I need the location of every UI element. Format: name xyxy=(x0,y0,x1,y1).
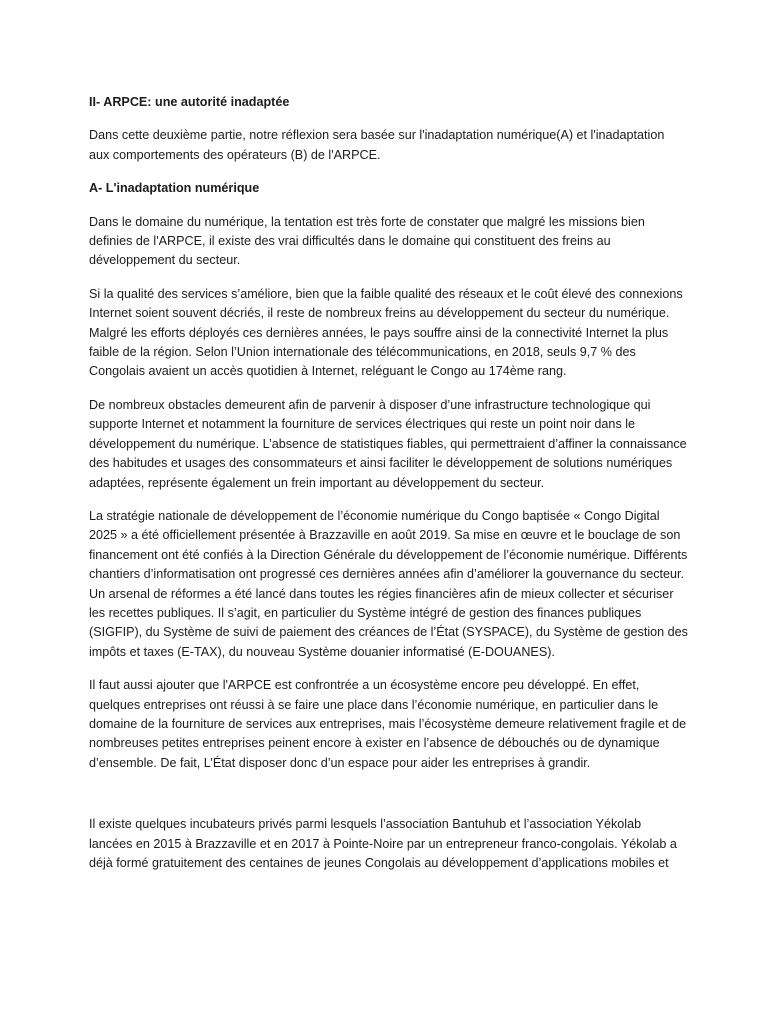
subsection-title: A- L'inadaptation numérique xyxy=(89,181,260,196)
intro-paragraph: Dans cette deuxième partie, notre réflexion sera basée sur l'inadaptation numérique(A) et l'inadaptation aux comportements des opérateurs (B) de l'ARPCE. xyxy=(89,128,665,162)
body-paragraph-4: La stratégie nationale de développement de l’économie numérique du Congo baptisée « Congo Digital 2025 » a été officiellement présentée à Brazzaville en août 2019. Sa mise en œuvre et le bouclage de son financement ont été confiés à la Direction Générale du développement de l’économie numérique. Différents chantiers d’informatisation ont progressé ces dernières années afin d’améliorer la gouvernance du secteur. Un arsenal de réformes a été lancé dans toutes les régies financières afin de mieux collecter et sécuriser les recettes publiques. Il s’agit, en particulier du Système intégré de gestion des finances publiques (SIGFIP), du Système de suivi de paiement des créances de l’État (SYSPACE), du Système de gestion des impôts et taxes (E-TAX), du nouveau Système douanier informatisé (E-DOUANES). xyxy=(89,508,688,659)
body-paragraph-2: Si la qualité des services s’améliore, bien que la faible qualité des réseaux et le coût élevé des connexions Internet soient souvent décriés, il reste de nombreux freins au développement du secteur du numérique. Malgré les efforts déployés ces dernières années, le pays souffre ainsi de la connectivité Internet la plus faible de la région. Selon l’Union internationale des télécommunications, en 2018, seuls 9,7 % des Congolais avaient un accès quotidien à Internet, reléguant le Congo au 174ème rang. xyxy=(89,286,683,379)
body-paragraph-6: Il existe quelques incubateurs privés parmi lesquels l’association Bantuhub et l’association Yékolab lancées en 2015 à Brazzaville et en 2017 à Pointe-Noire par un entrepreneur franco-congolais. Yékolab a déjà formé gratuitement des centaines de jeunes Congolais au développement d’applications mobiles et xyxy=(89,817,677,870)
body-paragraph-5: Il faut aussi ajouter que l'ARPCE est confrontrée a un écosystème encore peu développé. En effet, quelques entreprises ont réussi à se faire une place dans l’économie numérique, en particulier dans le domaine de la fourniture de services aux entreprises, mais l’écosystème demeure relativement fragile et de nombreuses petites entreprises peinent encore à exister en l’absence de débouchés ou de dynamique d’ensemble. De fait, L’État disposer donc d’un espace pour aider les entreprises à grandir. xyxy=(89,678,687,770)
body-paragraph-3: De nombreux obstacles demeurent afin de parvenir à disposer d’une infrastructure technologique qui supporte Internet et notamment la fourniture de services électriques qui reste un point noir dans le développement du numérique. L’absence de statistiques fiables, qui permettraient d’affiner la connaissance des habitudes et usages des consommateurs et ainsi faciliter le développement de solutions numériques adaptées, représente également un frein important au développement du secteur. xyxy=(89,397,687,490)
body-paragraph-1: Dans le domaine du numérique, la tentation est très forte de constater que malgré les missions bien definies de l'ARPCE, il existe des vrai difficultés dans le domaine qui constituent des freins au développement du secteur. xyxy=(89,214,645,268)
section-title: II- ARPCE: une autorité inadaptée xyxy=(89,95,290,109)
